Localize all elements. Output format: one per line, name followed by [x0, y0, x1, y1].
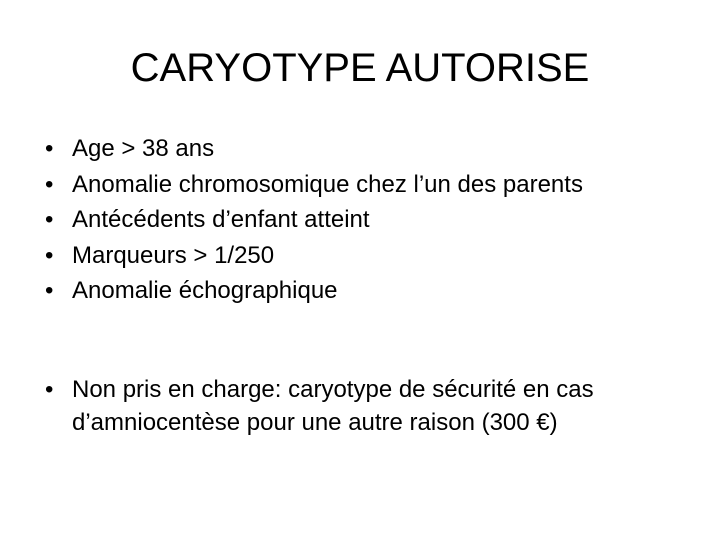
- criteria-text: Anomalie échographique: [72, 277, 338, 304]
- note-line-1: Non pris en charge: caryotype de sécurité en cas: [72, 376, 594, 403]
- bullet-icon: •: [45, 241, 54, 269]
- criteria-item: [45, 238, 705, 274]
- bullet-icon: •: [45, 277, 54, 304]
- bullet-icon: •: [45, 135, 54, 162]
- note-item: [45, 373, 705, 439]
- criteria-item: [45, 273, 705, 309]
- criteria-item: [45, 167, 705, 203]
- criteria-text: Antécédents d’enfant atteint: [72, 206, 370, 233]
- criteria-list: [45, 131, 705, 309]
- criteria-item: [45, 131, 705, 167]
- slide-title: CARYOTYPE AUTORISE: [130, 46, 590, 90]
- bullet-icon: •: [45, 376, 54, 403]
- criteria-item: [45, 202, 705, 238]
- note-line-2: d’amniocentèse pour une autre raison (300 €): [72, 409, 558, 436]
- bullet-icon: •: [45, 170, 54, 198]
- criteria-text: Anomalie chromosomique chez l’un des parents: [72, 170, 583, 198]
- bullet-icon: •: [45, 206, 54, 233]
- note-list: [45, 373, 705, 439]
- criteria-text: Age > 38 ans: [72, 135, 215, 162]
- criteria-text: Marqueurs > 1/250: [72, 241, 275, 269]
